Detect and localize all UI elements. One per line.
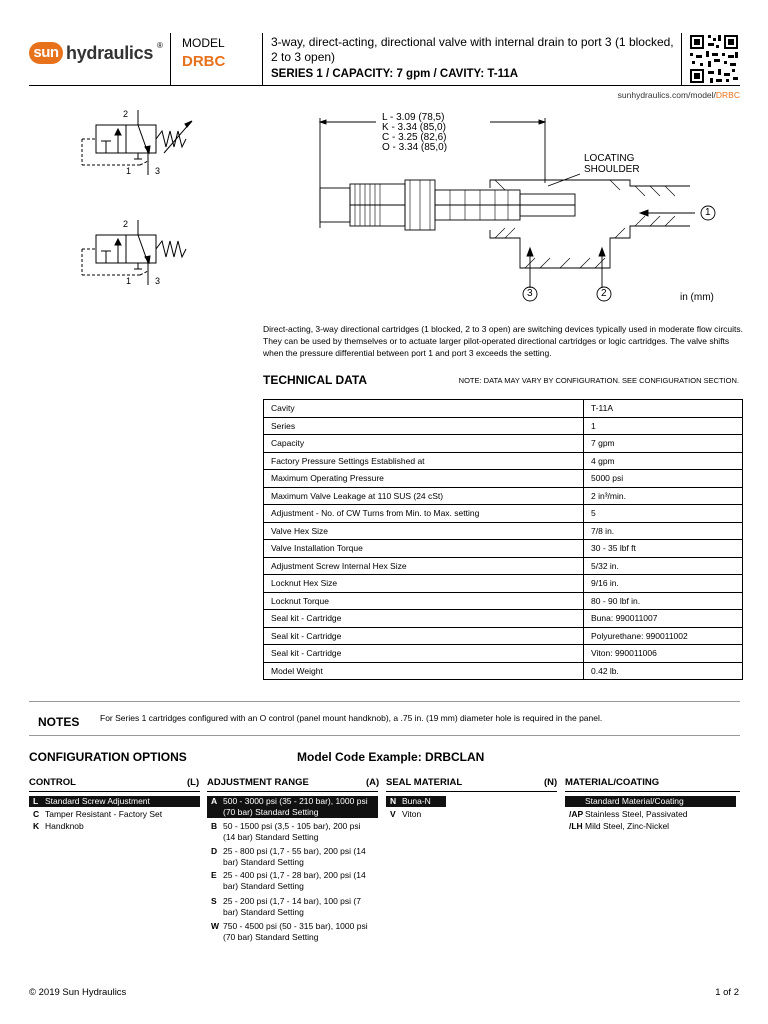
option-code: /LH: [569, 821, 583, 831]
material-heading: MATERIAL/COATING: [565, 777, 660, 788]
technical-data-row: [264, 557, 743, 575]
spec-value: 2 in³/min.: [584, 487, 743, 505]
spec-value: 5000 psi: [584, 470, 743, 488]
option-label: Buna-N: [402, 796, 431, 806]
adjustment-option-e[interactable]: [207, 870, 378, 892]
option-label: 500 - 3000 psi (35 - 210 bar), 1000 psi: [223, 796, 368, 806]
technical-data-row: [264, 487, 743, 505]
option-label: 25 - 800 psi (1,7 - 55 bar), 200 psi (14: [223, 846, 366, 856]
spec-name: Seal kit - Cartridge: [264, 627, 584, 645]
model-url[interactable]: [618, 90, 740, 100]
symbol-port-2-label: 2: [123, 109, 129, 119]
option-code: W: [211, 921, 220, 931]
option-label: 750 - 4500 psi (50 - 315 bar), 1000 psi: [223, 921, 368, 931]
control-option-l[interactable]: [29, 796, 200, 807]
option-label: Tamper Resistant - Factory Set: [45, 809, 163, 819]
dimension-c: C - 3.25 (82,6): [382, 132, 447, 143]
header-rule: [29, 85, 740, 86]
spec-value: 1: [584, 417, 743, 435]
spec-name: Adjustment Screw Internal Hex Size: [264, 557, 584, 575]
control-code: (L): [187, 777, 200, 788]
dimension-o: O - 3.34 (85,0): [382, 142, 448, 153]
spec-value: 0.42 lb.: [584, 662, 743, 680]
locating-label-line2: SHOULDER: [584, 164, 640, 175]
header-divider: [262, 33, 263, 85]
symbol-port-1-label: 1: [126, 166, 132, 176]
technical-data-row: [264, 505, 743, 523]
option-label-line2: bar) Standard Setting: [223, 881, 304, 891]
header-divider: [681, 33, 682, 85]
option-label-line2: bar) Standard Setting: [223, 907, 304, 917]
adjustment-option-d[interactable]: [207, 846, 378, 868]
hydraulic-symbol-adjustable: [80, 105, 220, 185]
spec-name: Seal kit - Cartridge: [264, 645, 584, 663]
spec-value: 30 - 35 lbf ft: [584, 540, 743, 558]
material-option-standard[interactable]: [565, 796, 736, 807]
option-label: Viton: [402, 809, 422, 819]
control-heading: CONTROL: [29, 777, 76, 788]
option-label: Stainless Steel, Passivated: [585, 809, 688, 819]
technical-data-table: [263, 399, 743, 680]
spec-name: Model Weight: [264, 662, 584, 680]
option-code: L: [33, 796, 39, 806]
adjustment-option-a[interactable]: [207, 796, 378, 818]
option-code: S: [211, 896, 217, 906]
dimension-l: L - 3.09 (78,5): [382, 112, 445, 123]
spec-name: Cavity: [264, 400, 584, 418]
technical-data-row: [264, 662, 743, 680]
notes-text: For Series 1 cartridges configured with an O control (panel mount handknob), a .75 in. (19 mm) diameter hole is required in the panel.: [100, 713, 603, 723]
symbol-port-2-label: 2: [123, 219, 129, 229]
model-code: DRBC: [182, 53, 226, 70]
logo-registered-mark: ®: [157, 41, 163, 50]
url-prefix: sunhydraulics.com/model/: [617, 90, 716, 100]
option-code: A: [211, 796, 218, 806]
technical-data-row: [264, 645, 743, 663]
spec-name: Factory Pressure Settings Established at: [264, 452, 584, 470]
port-2-callout: 2: [601, 288, 607, 299]
option-code: C: [33, 809, 40, 819]
technical-data-row: [264, 470, 743, 488]
copyright-text: 2019 Sun Hydraulics: [38, 987, 127, 998]
spec-name: Seal kit - Cartridge: [264, 610, 584, 628]
control-option-k[interactable]: [29, 821, 200, 832]
spec-value: 4 gpm: [584, 452, 743, 470]
seal-code: (N): [544, 777, 558, 788]
technical-data-row: [264, 417, 743, 435]
option-label-line2: (70 bar) Standard Setting: [223, 807, 319, 817]
technical-data-row: [264, 400, 743, 418]
logo-sun-badge: sun: [29, 42, 63, 64]
adjustment-option-s[interactable]: [207, 896, 378, 918]
dimension-k: K - 3.34 (85,0): [382, 122, 446, 133]
spec-value: Polyurethane: 990011002: [584, 627, 743, 645]
copyright-icon: ©: [29, 987, 36, 998]
technical-data-row: [264, 610, 743, 628]
spec-value: T-11A: [584, 400, 743, 418]
notes-heading: NOTES: [38, 715, 80, 729]
spec-name: Locknut Torque: [264, 592, 584, 610]
company-logo[interactable]: [29, 41, 164, 65]
symbol-port-1-label: 1: [126, 276, 132, 286]
option-label-line2: bar) Standard Setting: [223, 857, 304, 867]
url-model: DRBC: [715, 90, 740, 100]
dimension-list: [382, 113, 447, 153]
locating-shoulder-label: [584, 153, 640, 175]
option-label-line2: (70 bar) Standard Setting: [223, 932, 319, 942]
seal-heading: SEAL MATERIAL: [386, 777, 463, 788]
option-label: Mild Steel, Zinc-Nickel: [585, 821, 670, 831]
technical-data-row: [264, 540, 743, 558]
spec-name: Series: [264, 417, 584, 435]
adjustment-heading: ADJUSTMENT RANGE: [207, 777, 309, 788]
spec-value: 7/8 in.: [584, 522, 743, 540]
spec-value: 80 - 90 lbf in.: [584, 592, 743, 610]
spec-name: Valve Hex Size: [264, 522, 584, 540]
adjustment-option-b[interactable]: [207, 821, 378, 843]
header-divider: [170, 33, 171, 85]
option-label: 25 - 200 psi (1,7 - 14 bar), 100 psi (7: [223, 896, 361, 906]
technical-data-row: [264, 575, 743, 593]
seal-option-n[interactable]: [386, 796, 446, 807]
option-code: B: [211, 821, 218, 831]
technical-data-heading: TECHNICAL DATA: [263, 373, 367, 387]
spec-value: Buna: 990011007: [584, 610, 743, 628]
page-number: 1 of 2: [715, 987, 739, 998]
option-label-line2: (14 bar) Standard Setting: [223, 832, 319, 842]
product-description: Direct-acting, 3-way directional cartridges (1 blocked, 2 to 3 open) are switching devices typically used in moderate flow circuits. They can be used by themselves or to actuate larger pilot-operated directional cartridges or logic cartridges. The valve shifts when the pressure differential between port 1 and port 3 exceeds the setting.: [263, 324, 743, 358]
hydraulic-symbol-fixed: [80, 215, 220, 295]
spec-name: Adjustment - No. of CW Turns from Min. to Max. setting: [264, 505, 584, 523]
option-label: 50 - 1500 psi (3,5 - 105 bar), 200 psi: [223, 821, 361, 831]
option-label: Standard Screw Adjustment: [45, 796, 150, 806]
model-code-example: Model Code Example: DRBCLAN: [297, 750, 485, 764]
option-code: D: [211, 846, 218, 856]
spec-name: Maximum Operating Pressure: [264, 470, 584, 488]
spec-name: Locknut Hex Size: [264, 575, 584, 593]
spec-value: Viton: 990011006: [584, 645, 743, 663]
symbol-port-3-label: 3: [155, 276, 161, 286]
technical-data-row: [264, 435, 743, 453]
port-1-callout: 1: [705, 207, 711, 218]
units-label: in (mm): [680, 292, 714, 303]
model-label: MODEL: [182, 36, 225, 50]
option-code: /AP: [569, 809, 584, 819]
material-rule: [565, 791, 740, 792]
control-option-c[interactable]: [29, 809, 200, 820]
seal-option-v[interactable]: [386, 809, 557, 820]
port-3-callout: 3: [527, 288, 533, 299]
option-code: E: [211, 870, 217, 880]
option-label: Standard Material/Coating: [585, 796, 684, 806]
technical-data-row: [264, 522, 743, 540]
spec-value: 7 gpm: [584, 435, 743, 453]
spec-name: Valve Installation Torque: [264, 540, 584, 558]
locating-label-line1: LOCATING: [584, 153, 635, 164]
option-label: 25 - 400 psi (1,7 - 28 bar), 200 psi (14: [223, 870, 366, 880]
logo-wordmark: hydraulics: [66, 43, 154, 63]
cartridge-dimension-drawing: [280, 108, 750, 308]
option-code: V: [390, 809, 396, 819]
option-label: Handknob: [45, 821, 84, 831]
technical-data-row: [264, 592, 743, 610]
notes-rule-bottom: [29, 735, 740, 736]
technical-data-row: [264, 452, 743, 470]
adjustment-rule: [207, 791, 378, 792]
footer-copyright: [29, 987, 126, 998]
spec-value: 9/16 in.: [584, 575, 743, 593]
qr-code[interactable]: [688, 33, 740, 85]
spec-value: 5: [584, 505, 743, 523]
series-capacity-cavity: SERIES 1 / CAPACITY: 7 gpm / CAVITY: T-11A: [271, 68, 519, 80]
material-option-ap[interactable]: [565, 809, 740, 820]
option-code: K: [33, 821, 40, 831]
control-rule: [29, 791, 200, 792]
spec-name: Capacity: [264, 435, 584, 453]
spec-value: 5/32 in.: [584, 557, 743, 575]
adjustment-code: (A): [366, 777, 380, 788]
product-title: 3-way, direct-acting, directional valve with internal drain to port 3 (1 blocked, 2 to 3 open): [271, 35, 674, 64]
technical-data-note: NOTE: DATA MAY VARY BY CONFIGURATION. SEE CONFIGURATION SECTION.: [458, 376, 739, 385]
configuration-heading: CONFIGURATION OPTIONS: [29, 750, 187, 764]
seal-rule: [386, 791, 557, 792]
material-option-lh[interactable]: [565, 821, 740, 832]
technical-data-row: [264, 627, 743, 645]
notes-rule-top: [29, 701, 740, 702]
adjustment-option-w[interactable]: [207, 921, 378, 943]
spec-name: Maximum Valve Leakage at 110 SUS (24 cSt): [264, 487, 584, 505]
symbol-port-3-label: 3: [155, 166, 161, 176]
option-code: N: [390, 796, 397, 806]
